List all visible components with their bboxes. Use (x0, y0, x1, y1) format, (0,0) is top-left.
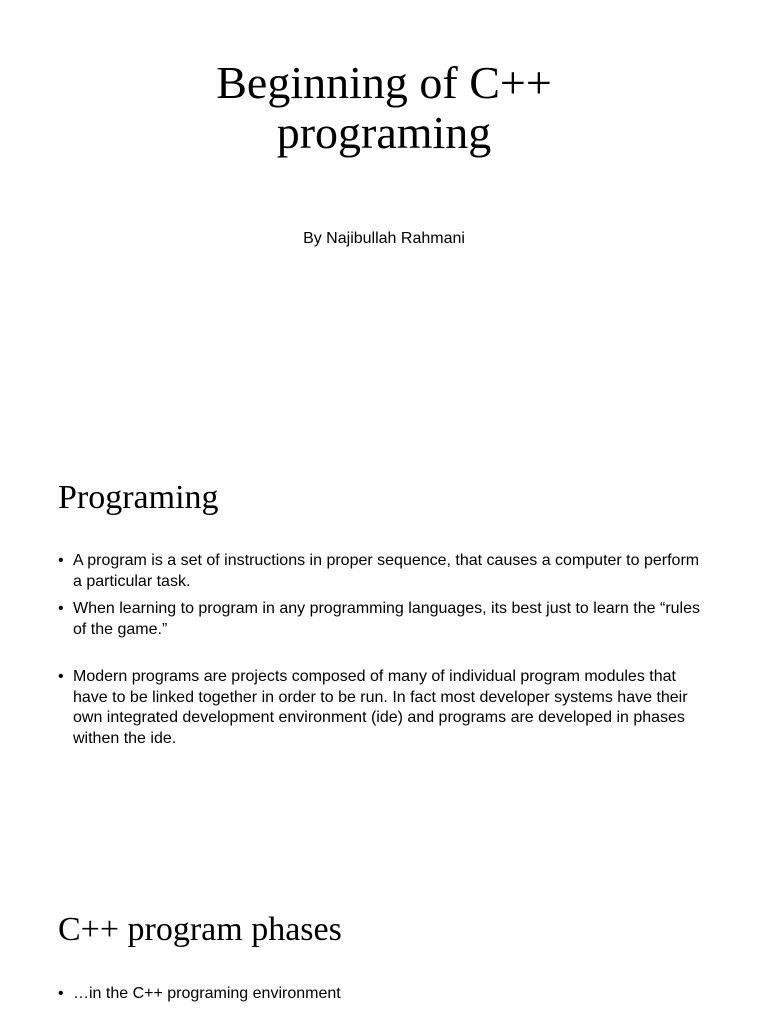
title-line-1: Beginning of C++ (216, 57, 552, 108)
slide-heading: C++ program phases (58, 911, 342, 948)
bullet-item (58, 599, 708, 640)
title-line-2: programing (276, 107, 492, 158)
bullet-item (58, 667, 708, 749)
programing-slide (0, 432, 768, 864)
bullet-text: Modern programs are projects composed of many of individual program modules that have to be linked together in order to be run. In fact most developer systems have their own integrated development environment (ide) and programs are developed in phases withen the ide. (73, 668, 688, 747)
bullet-list (58, 551, 708, 749)
bullet-item (58, 551, 708, 592)
bullet-item (58, 984, 708, 1005)
program-phases-slide (0, 864, 768, 1024)
bullet-icon: • (58, 552, 64, 569)
bullet-text: …in the C++ programing environment (73, 985, 341, 1002)
author-subtitle: By Najibullah Rahmani (303, 230, 465, 247)
bullet-icon: • (58, 985, 64, 1002)
bullet-text: A program is a set of instructions in proper sequence, that causes a computer to perform a particular task. (73, 552, 700, 590)
title-slide (0, 0, 768, 432)
presentation-title (0, 58, 768, 158)
bullet-icon: • (58, 668, 64, 685)
bullet-text: When learning to program in any programming languages, its best just to learn the “rules of the game.” (73, 600, 700, 638)
bullet-icon: • (58, 600, 64, 617)
slide-heading: Programing (58, 479, 219, 516)
bullet-list (58, 984, 708, 1005)
